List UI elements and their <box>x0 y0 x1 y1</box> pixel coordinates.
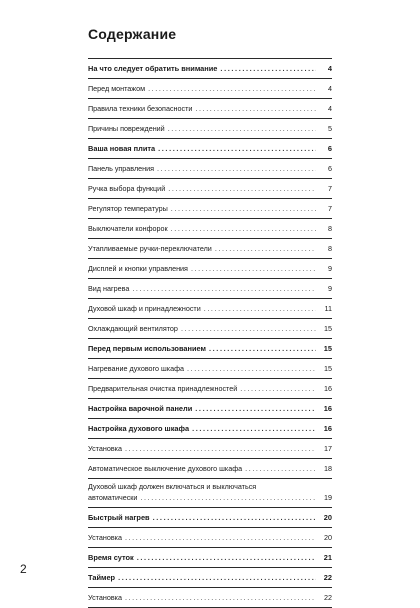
toc-entry-page: 4 <box>328 84 332 93</box>
toc-entry[interactable] <box>88 158 332 178</box>
toc-entry-label: Установка <box>88 444 122 453</box>
toc-entry-label: Правила техники безопасности <box>88 104 193 113</box>
leader-dots <box>140 492 316 504</box>
toc-entry-label: Установка <box>88 593 122 602</box>
leader-dots <box>204 299 316 318</box>
toc-entry[interactable] <box>88 58 332 78</box>
toc-entry-label: Перед первым использованием <box>88 344 206 353</box>
toc-entry[interactable] <box>88 378 332 398</box>
leader-dots <box>153 508 316 527</box>
leader-dots <box>148 79 316 98</box>
toc-entry[interactable] <box>88 298 332 318</box>
leader-dots <box>132 279 316 298</box>
toc-entry-page: 11 <box>324 304 332 313</box>
toc-entry-label: Время суток <box>88 553 134 562</box>
toc-entry-page: 15 <box>324 324 332 333</box>
leader-dots <box>171 199 316 218</box>
leader-dots <box>118 568 316 587</box>
toc-entry-page: 17 <box>324 444 332 453</box>
toc-entry-label: Ваша новая плита <box>88 144 156 153</box>
leader-dots <box>137 548 316 567</box>
toc-entry-label: Быстрый нагрев <box>88 513 150 522</box>
toc-entry-page: 21 <box>323 553 332 562</box>
toc-entry[interactable] <box>88 318 332 338</box>
toc-entry-label-line1: Духовой шкаф должен включаться и выключаться <box>88 482 257 491</box>
toc-entry[interactable] <box>88 507 332 527</box>
toc-entry-label: Выключатели конфорок <box>88 224 168 233</box>
toc-entry[interactable] <box>88 198 332 218</box>
toc-entry[interactable] <box>88 438 332 458</box>
toc-entry-page: 8 <box>328 244 332 253</box>
toc-entry[interactable] <box>88 118 332 138</box>
leader-dots <box>240 379 316 398</box>
toc-entry[interactable] <box>88 458 332 478</box>
toc-entry-label: Настройка духового шкафа <box>88 424 190 433</box>
toc-entry[interactable] <box>88 547 332 567</box>
toc-entry-label: автоматически <box>88 493 138 502</box>
leader-dots <box>125 528 316 547</box>
toc-entry-label: Утапливаемые ручки-переключатели <box>88 244 212 253</box>
toc-entry-page: 7 <box>328 204 332 213</box>
toc-entry-label: На что следует обратить внимание <box>88 64 218 73</box>
table-of-contents <box>88 58 332 608</box>
toc-entry-page: 16 <box>324 384 332 393</box>
toc-entry-page: 4 <box>328 104 332 113</box>
toc-entry[interactable] <box>88 398 332 418</box>
toc-entry-label: Регулятор температуры <box>88 204 168 213</box>
leader-dots <box>158 139 316 158</box>
leader-dots <box>195 399 316 418</box>
toc-entry-label: Духовой шкаф и принадлежности <box>88 304 201 313</box>
leader-dots <box>168 119 316 138</box>
leader-dots <box>168 179 316 198</box>
toc-entry-page: 9 <box>328 264 332 273</box>
leader-dots <box>125 439 316 458</box>
leader-dots <box>215 239 316 258</box>
toc-entry[interactable] <box>88 218 332 238</box>
toc-entry-page: 9 <box>328 284 332 293</box>
leader-dots <box>181 319 316 338</box>
leader-dots <box>209 339 316 358</box>
leader-dots <box>187 359 316 378</box>
toc-entry[interactable] <box>88 138 332 158</box>
toc-entry-page: 5 <box>328 124 332 133</box>
toc-entry-page: 4 <box>327 64 332 73</box>
toc-entry-page: 6 <box>327 144 332 153</box>
toc-entry[interactable] <box>88 478 332 507</box>
toc-entry-label: Охлаждающий вентилятор <box>88 324 178 333</box>
toc-entry-page: 19 <box>324 493 332 502</box>
toc-entry[interactable] <box>88 238 332 258</box>
page-number: 2 <box>20 562 27 576</box>
toc-entry[interactable] <box>88 98 332 118</box>
toc-entry-page: 18 <box>324 464 332 473</box>
toc-entry-page: 16 <box>323 404 332 413</box>
toc-entry-label: Настройка варочной панели <box>88 404 193 413</box>
toc-entry[interactable] <box>88 178 332 198</box>
toc-entry-label: Ручка выбора функций <box>88 184 166 193</box>
toc-entry-label: Автоматическое выключение духового шкафа <box>88 464 243 473</box>
toc-entry-page: 22 <box>323 573 332 582</box>
toc-entry-page: 15 <box>324 364 332 373</box>
toc-entry-label: Установка <box>88 533 122 542</box>
page-title: Содержание <box>88 26 177 42</box>
toc-entry-page: 22 <box>324 593 332 602</box>
leader-dots <box>220 59 316 78</box>
leader-dots <box>195 99 316 118</box>
toc-entry-label: Вид нагрева <box>88 284 130 293</box>
toc-entry-page: 15 <box>323 344 332 353</box>
toc-entry-page: 8 <box>328 224 332 233</box>
toc-entry-label: Нагревание духового шкафа <box>88 364 184 373</box>
toc-entry[interactable] <box>88 418 332 438</box>
leader-dots <box>245 459 316 478</box>
leader-dots <box>192 419 316 438</box>
toc-entry-label: Таймер <box>88 573 116 582</box>
leader-dots <box>171 219 316 238</box>
toc-entry[interactable] <box>88 338 332 358</box>
toc-entry[interactable] <box>88 587 332 608</box>
toc-entry[interactable] <box>88 527 332 547</box>
toc-entry-label: Предварительная очистка принадлежностей <box>88 384 238 393</box>
toc-entry-label: Панель управления <box>88 164 155 173</box>
toc-entry-page: 20 <box>324 533 332 542</box>
toc-entry-label: Дисплей и кнопки управления <box>88 264 188 273</box>
leader-dots <box>157 159 316 178</box>
toc-entry-label: Перед монтажом <box>88 84 146 93</box>
toc-entry[interactable] <box>88 78 332 98</box>
toc-entry-page: 16 <box>323 424 332 433</box>
toc-entry-page: 7 <box>328 184 332 193</box>
toc-entry[interactable] <box>88 258 332 278</box>
toc-entry[interactable] <box>88 278 332 298</box>
toc-entry[interactable] <box>88 567 332 587</box>
toc-entry[interactable] <box>88 358 332 378</box>
toc-entry-page: 20 <box>323 513 332 522</box>
leader-dots <box>125 588 316 607</box>
toc-entry-page: 6 <box>328 164 332 173</box>
toc-entry-label: Причины повреждений <box>88 124 165 133</box>
leader-dots <box>191 259 316 278</box>
